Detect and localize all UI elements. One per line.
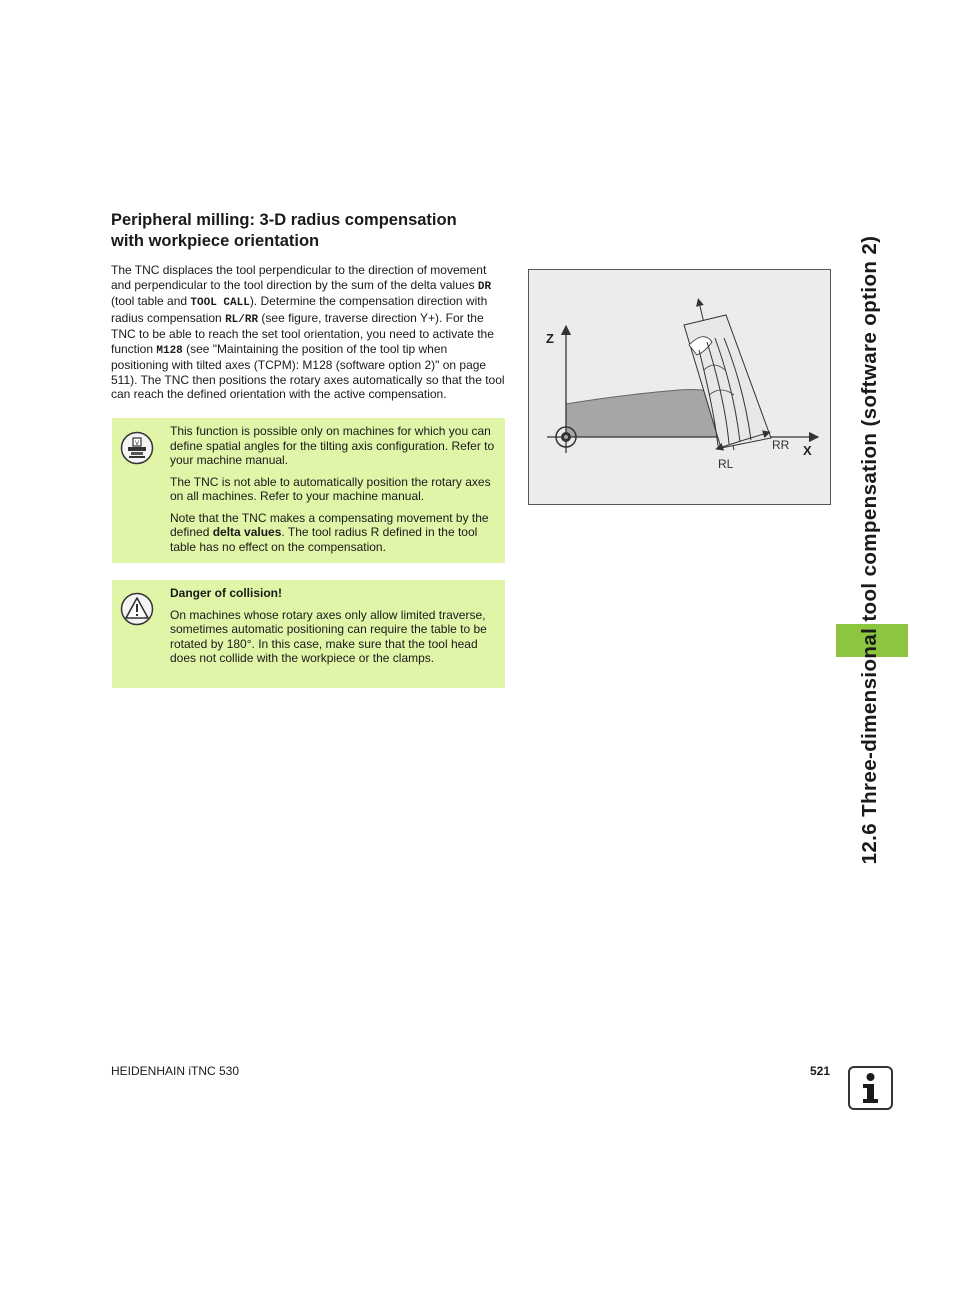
warning-title-text: Danger of collision! (170, 586, 283, 600)
body-text-4: (see figure, traverse direction Y+). For the TNC to be able to reach the set tool orientation, you need to activate the function (111, 310, 494, 356)
svg-text:V: V (134, 440, 140, 447)
compensation-figure (528, 269, 831, 505)
machine-manual-note (112, 418, 505, 563)
code-rl-rr: RL/RR (225, 313, 259, 326)
figure-drawing (529, 270, 830, 504)
body-text-3: ). Determine the compensation direction with radius compensation (111, 294, 488, 325)
note1-bold: delta values (212, 525, 282, 539)
code-dr: DR (477, 280, 492, 293)
info-glyph (850, 1068, 891, 1108)
rl-label: RL (718, 457, 734, 471)
note1-paragraph-3 (170, 511, 495, 555)
workpiece-shape (566, 390, 717, 438)
note1-paragraph-2: The TNC is not able to automatically position the rotary axes on all machines. Refer to your machine manual. (170, 474, 491, 503)
body-text-5: (see "Maintaining the position of the tool tip when positioning with tilted axes (TCPM): M128 (software option 2)" on page 511). The TNC then positions the rotary axes automatically so that the tool can reach the defined orientation with the active compensation. (111, 341, 505, 401)
machine-manual-icon (120, 431, 154, 465)
body-paragraph (111, 263, 506, 402)
page-number: 521 (809, 1064, 830, 1078)
note1-text-b: . The tool radius R defined in the tool table has no effect on the compensation. (170, 525, 478, 554)
note1-paragraph-1: This function is possible only on machines for which you can define spatial angles for the tilting axis configuration. Refer to your machine manual. (170, 424, 495, 467)
body-text-1: The TNC displaces the tool perpendicular to the direction of movement and perpendicular to the tool direction by the sum of the delta values (111, 263, 487, 292)
rr-label: RR (772, 438, 790, 452)
info-icon (848, 1066, 893, 1110)
warning-title (170, 586, 495, 601)
section-heading-line1: Peripheral milling: 3-D radius compensation (111, 211, 457, 229)
section-heading (111, 210, 511, 252)
note1-text-a: Note that the TNC makes a compensating movement by the defined (170, 510, 489, 539)
warning-paragraph: On machines whose rotary axes only allow limited traverse, sometimes automatic positioning can require the table to be rotated by 180°. In this case, make sure that the tool head does not collide with the workpiece or the clamps. (170, 607, 487, 665)
warning-triangle-icon (120, 592, 154, 626)
footer-product: HEIDENHAIN iTNC 530 (111, 1064, 240, 1078)
code-tool-call: TOOL CALL (190, 297, 250, 309)
body-text-2: (tool table and (111, 294, 191, 308)
section-heading-line2: with workpiece orientation (111, 232, 320, 250)
code-m128: M128 (156, 344, 183, 357)
x-axis-label: X (803, 443, 812, 458)
collision-warning-note (112, 580, 505, 688)
chapter-side-title: 12.6 Three-dimensional tool compensation (software option 2) (858, 235, 881, 865)
z-axis-label: Z (546, 331, 554, 346)
